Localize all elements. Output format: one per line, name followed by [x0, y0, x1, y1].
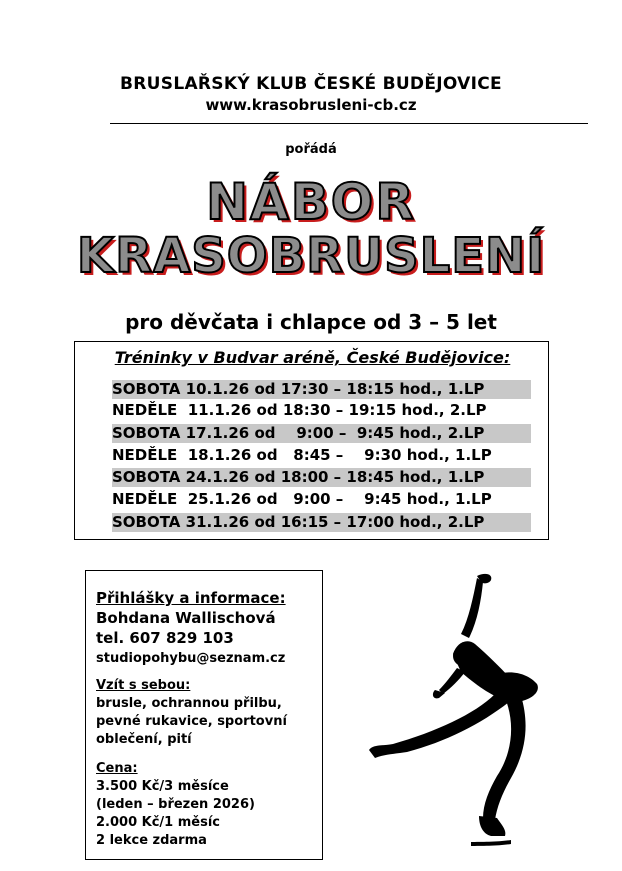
- club-name: BRUSLAŘSKÝ KLUB ČESKÉ BUDĚJOVICE: [120, 74, 502, 94]
- contact-name: Bohdana Wallischová: [96, 609, 276, 627]
- bring-heading: Vzít s sebou:: [96, 678, 191, 693]
- schedule-row: SOBOTA 31.1.26 od 16:15 – 17:00 hod., 2.LP: [112, 513, 531, 532]
- figure-skater-icon: [365, 572, 565, 850]
- info-box: [85, 570, 323, 860]
- contact-phone: tel. 607 829 103: [96, 629, 234, 647]
- contact-heading: Přihlášky a informace:: [96, 589, 286, 607]
- schedule-box: [74, 341, 549, 540]
- schedule-row: SOBOTA 10.1.26 od 17:30 – 18:15 hod., 1.LP: [112, 380, 531, 399]
- schedule-row: NEDĚLE 25.1.26 od 9:00 – 9:45 hod., 1.LP: [112, 490, 492, 508]
- schedule-row: NEDĚLE 11.1.26 od 18:30 – 19:15 hod., 2.LP: [112, 401, 487, 419]
- price-line: 2.000 Kč/1 měsíc: [96, 815, 221, 830]
- schedule-row: SOBOTA 17.1.26 od 9:00 – 9:45 hod., 2.LP: [112, 424, 531, 443]
- price-line: 2 lekce zdarma: [96, 833, 207, 848]
- price-heading: Cena:: [96, 761, 138, 776]
- bring-line: brusle, ochrannou přilbu,: [96, 696, 282, 711]
- headline-line-1: NÁBOR: [206, 173, 416, 231]
- schedule-row: NEDĚLE 18.1.26 od 8:45 – 9:30 hod., 1.LP: [112, 446, 492, 464]
- subtitle: pro děvčata i chlapce od 3 – 5 let: [125, 310, 497, 334]
- bring-line: oblečení, pití: [96, 732, 192, 747]
- price-line: 3.500 Kč/3 měsíce: [96, 779, 229, 794]
- schedule-row: SOBOTA 24.1.26 od 18:00 – 18:45 hod., 1.LP: [112, 468, 531, 487]
- club-website: www.krasobrusleni-cb.cz: [205, 96, 417, 114]
- bring-line: pevné rukavice, sportovní: [96, 714, 287, 729]
- headline-line-2: KRASOBRUSLENÍ: [76, 228, 546, 284]
- price-line: (leden – březen 2026): [96, 797, 255, 812]
- contact-email: studiopohybu@seznam.cz: [96, 651, 286, 666]
- schedule-heading: Tréninky v Budvar aréně, České Budějovice:: [114, 348, 511, 367]
- header-divider: [110, 123, 588, 124]
- presents-label: pořádá: [285, 142, 337, 157]
